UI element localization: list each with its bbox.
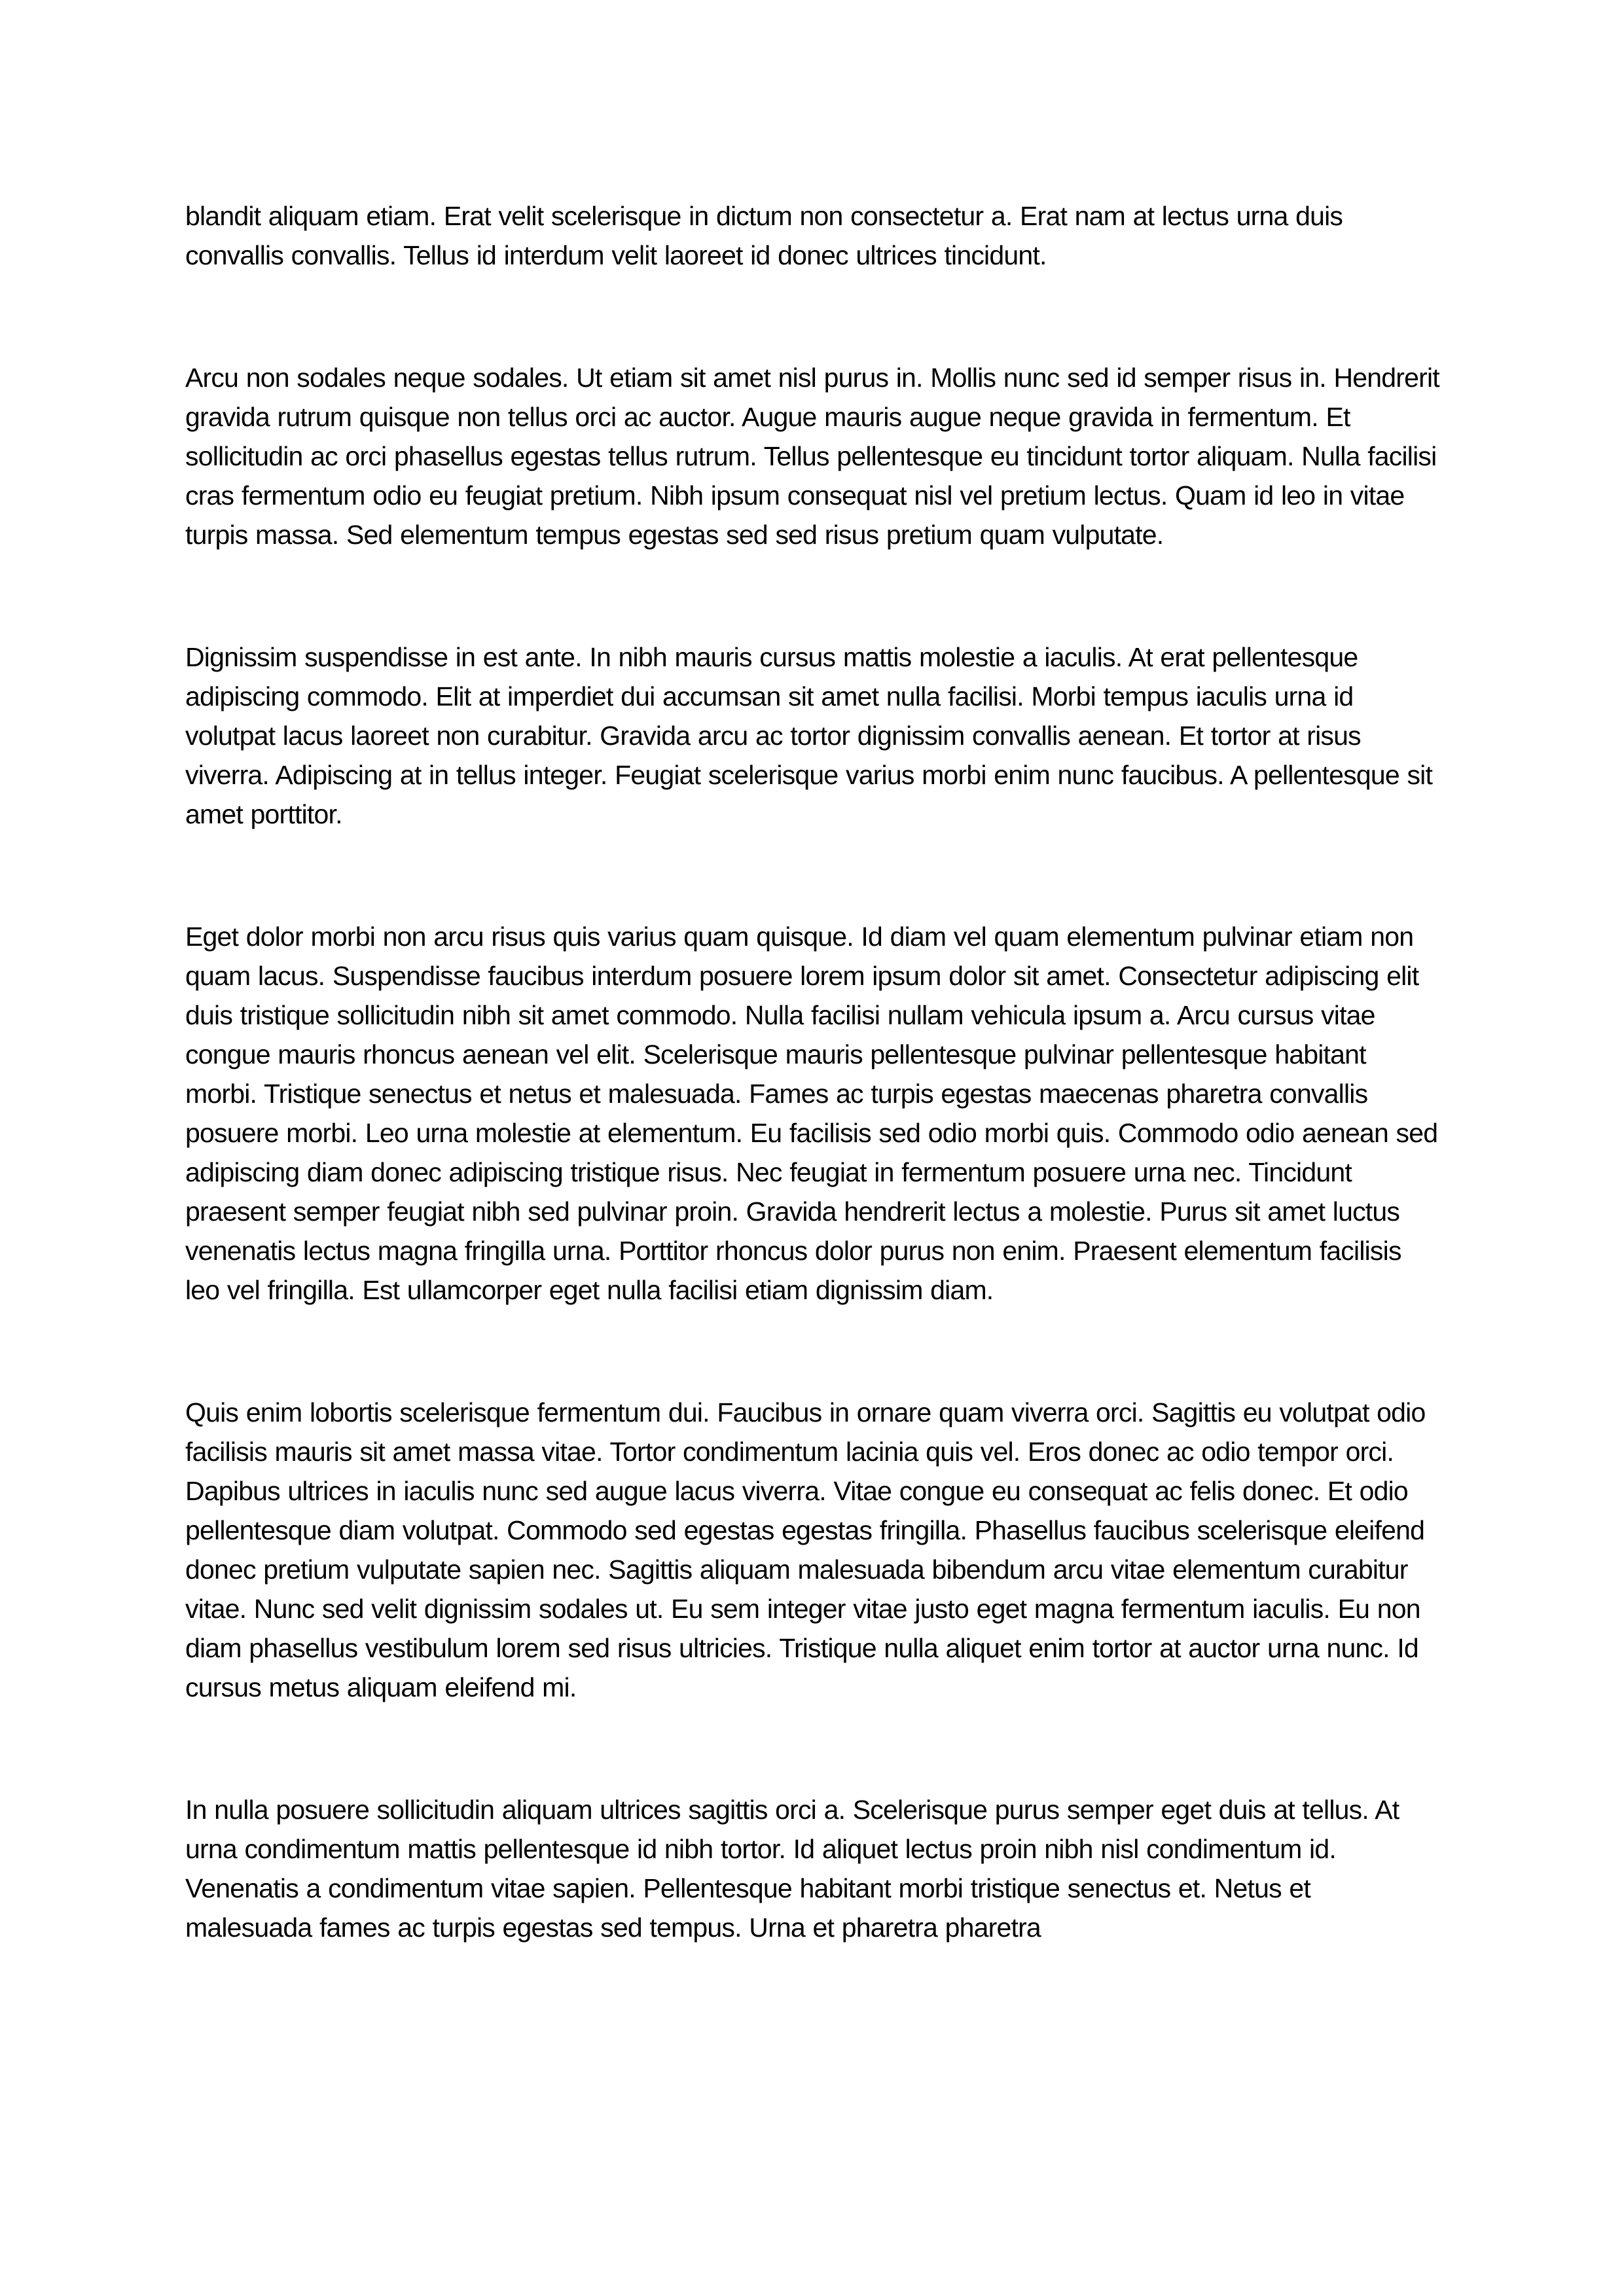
- paragraph: Eget dolor morbi non arcu risus quis varius quam quisque. Id diam vel quam elementum pulvinar etiam non quam lacus. Suspendisse faucibus interdum posuere lorem ipsum dolor sit amet. Consectetur adipiscing elit duis tristique sollicitudin nibh sit amet commodo. Nulla facilisi nullam vehicula ipsum a. Arcu cursus vitae congue mauris rhoncus aenean vel elit. Scelerisque mauris pellentesque pulvinar pellentesque habitant morbi. Tristique senectus et netus et malesuada. Fames ac turpis egestas maecenas pharetra convallis posuere morbi. Leo urna molestie at elementum. Eu facilisis sed odio morbi quis. Commodo odio aenean sed adipiscing diam donec adipiscing tristique risus. Nec feugiat in fermentum posuere urna nec. Tincidunt praesent semper feugiat nibh sed pulvinar proin. Gravida hendrerit lectus a molestie. Purus sit amet luctus venenatis lectus magna fringilla urna. Porttitor rhoncus dolor purus non enim. Praesent elementum facilisis leo vel fringilla. Est ullamcorper eget nulla facilisi etiam dignissim diam.: [185, 922, 1438, 1305]
- paragraph: Quis enim lobortis scelerisque fermentum dui. Faucibus in ornare quam viverra orci. Sagittis eu volutpat odio facilisis mauris sit amet massa vitae. Tortor condimentum lacinia quis vel. Eros donec ac odio tempor orci. Dapibus ultrices in iaculis nunc sed augue lacus viverra. Vitae congue eu consequat ac felis donec. Et odio pellentesque diam volutpat. Commodo sed egestas egestas fringilla. Phasellus faucibus scelerisque eleifend donec pretium vulputate sapien nec. Sagittis aliquam malesuada bibendum arcu vitae elementum curabitur vitae. Nunc sed velit dignissim sodales ut. Eu sem integer vitae justo eget magna fermentum iaculis. Eu non diam phasellus vestibulum lorem sed risus ultricies. Tristique nulla aliquet enim tortor at auctor urna nunc. Id cursus metus aliquam eleifend mi.: [185, 1397, 1426, 1702]
- paragraph: In nulla posuere sollicitudin aliquam ultrices sagittis orci a. Scelerisque purus semper eget duis at tellus. At urna condimentum mattis pellentesque id nibh tortor. Id aliquet lectus proin nibh nisl condimentum id. Venenatis a condimentum vitae sapien. Pellentesque habitant morbi tristique senectus et. Netus et malesuada fames ac turpis egestas sed tempus. Urna et pharetra pharetra: [185, 1795, 1399, 1943]
- paragraph: Dignissim suspendisse in est ante. In nibh mauris cursus mattis molestie a iaculis. At erat pellentesque adipiscing commodo. Elit at imperdiet dui accumsan sit amet nulla facilisi. Morbi tempus iaculis urna id volutpat lacus laoreet non curabitur. Gravida arcu ac tortor dignissim convallis aenean. Et tortor at risus viverra. Adipiscing at in tellus integer. Feugiat scelerisque varius morbi enim nunc faucibus. A pellentesque sit amet porttitor.: [185, 642, 1433, 829]
- paragraph: blandit aliquam etiam. Erat velit scelerisque in dictum non consectetur a. Erat nam at lectus urna duis convallis convallis. Tellus id interdum velit laoreet id donec ultrices tincidunt.: [185, 201, 1343, 270]
- paragraph: Arcu non sodales neque sodales. Ut etiam sit amet nisl purus in. Mollis nunc sed id semper risus in. Hendrerit gravida rutrum quisque non tellus orci ac auctor. Augue mauris augue neque gravida in fermentum. Et sollicitudin ac orci phasellus egestas tellus rutrum. Tellus pellentesque eu tincidunt tortor aliquam. Nulla facilisi cras fermentum odio eu feugiat pretium. Nibh ipsum consequat nisl vel pretium lectus. Quam id leo in vitae turpis massa. Sed elementum tempus egestas sed sed risus pretium quam vulputate.: [185, 363, 1439, 550]
